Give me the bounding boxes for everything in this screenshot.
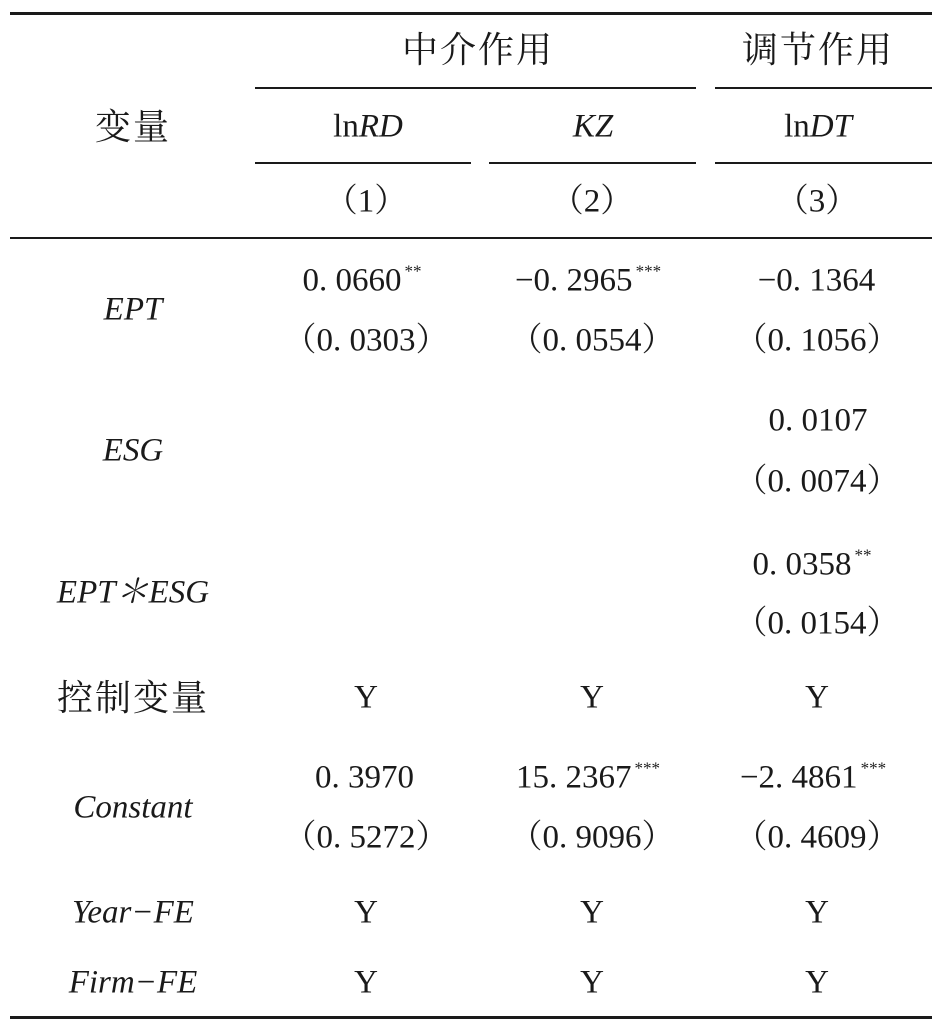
- group-header-mediation: 中介作用: [401, 30, 555, 70]
- col3-header-rule: [715, 162, 932, 164]
- dep-var-3: lnDT: [784, 108, 852, 145]
- ept-coef-3: −0. 1364: [757, 262, 876, 299]
- esg-coef-3: 0. 0107: [768, 402, 868, 439]
- interaction-se-3: （0. 0154）: [734, 605, 900, 642]
- col-number-3: （3）: [775, 183, 859, 220]
- ept-se-2: （0. 0554）: [509, 322, 675, 359]
- dep-var-1: lnRD: [333, 108, 403, 145]
- group-header-moderation: 调节作用: [741, 30, 895, 70]
- esg-se-3: （0. 0074）: [734, 463, 900, 500]
- ept-se-1: （0. 0303）: [283, 322, 449, 359]
- col1-header-rule: [255, 162, 471, 164]
- constant-se-3: （0. 4609）: [734, 819, 900, 856]
- col2-header-rule: [489, 162, 696, 164]
- firm-fe-3: Y: [805, 964, 829, 1001]
- controls-1: Y: [354, 679, 378, 716]
- ept-se-3: （0. 1056）: [734, 322, 900, 359]
- constant-coef-3: −2. 4861 ***: [739, 758, 887, 796]
- year-fe-2: Y: [580, 894, 604, 931]
- row-label-firm-fe: Firm−FE: [68, 964, 198, 1001]
- row-label-constant: Constant: [73, 789, 193, 826]
- constant-coef-1: 0. 3970: [315, 759, 414, 796]
- constant-se-2: （0. 9096）: [509, 819, 675, 856]
- col-number-2: （2）: [550, 183, 634, 220]
- interaction-coef-3: 0. 0358 **: [752, 545, 872, 583]
- year-fe-1: Y: [354, 894, 378, 931]
- header-bottom-rule: [10, 237, 932, 239]
- firm-fe-2: Y: [580, 964, 604, 1001]
- year-fe-3: Y: [805, 894, 829, 931]
- row-label-year-fe: Year−FE: [72, 894, 194, 931]
- row-label-ept-esg: EPT＊ESG: [56, 574, 210, 611]
- ept-coef-1: 0. 0660 **: [302, 261, 422, 299]
- row-label-ept: EPT: [103, 291, 163, 328]
- controls-3: Y: [805, 679, 829, 716]
- top-rule: [10, 12, 932, 15]
- row-label-esg: ESG: [102, 432, 164, 469]
- moderation-group-rule: [715, 87, 932, 89]
- ept-coef-2: −0. 2965 ***: [514, 261, 662, 299]
- mediation-group-rule: [255, 87, 696, 89]
- col-number-1: （1）: [324, 183, 408, 220]
- controls-2: Y: [580, 679, 604, 716]
- constant-coef-2: 15. 2367 ***: [516, 758, 660, 796]
- row-label-header: 变量: [94, 107, 172, 147]
- firm-fe-1: Y: [354, 964, 378, 1001]
- dep-var-2: KZ: [572, 108, 614, 145]
- constant-se-1: （0. 5272）: [283, 819, 449, 856]
- row-label-controls: 控制变量: [56, 678, 210, 718]
- bottom-rule: [10, 1016, 932, 1019]
